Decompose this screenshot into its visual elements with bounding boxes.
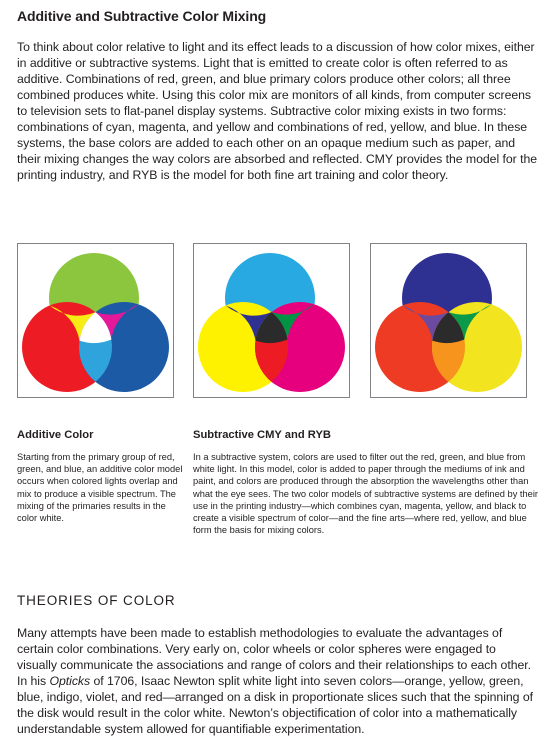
ryb-color-diagram: [370, 243, 527, 398]
theories-text-end: of 1706, Isaac Newton split white light into seven colors—orange, yellow, green, blue, indigo, violet, and red—arranged on a disk in proportionate slices such that the spinning of the disk would result in the color white. Newton’s objectification of color into a mathematically understandable system allowed for quantifiable experimentation.: [17, 674, 533, 736]
section-heading: Additive and Subtractive Color Mixing: [17, 8, 267, 24]
additive-caption-body: Starting from the primary group of red, green, and blue, an additive color model occurs when colored lights overlap and mix to produce a visible spectrum. The mixing of the primaries results in the color white.: [17, 452, 183, 524]
theories-paragraph: [17, 625, 539, 737]
book-title: Opticks: [49, 674, 91, 688]
subtractive-caption-body: In a subtractive system, colors are used to filter out the red, green, and blue from white light. In this model, color is added to paper through the mediums of ink and paint, and colors are produced through the absorption the wavelengths other than what the eye sees. The two color models of subtractive systems are defined by their use in the printing industry—which combines cyan, magenta, yellow, and black to create a visible spectrum of color—and the fine arts—where red, yellow, and blue form the basis for mixing colors.: [193, 452, 539, 536]
additive-color-diagram: [17, 243, 174, 398]
subtractive-caption-title: Subtractive CMY and RYB: [193, 429, 332, 441]
intro-paragraph: To think about color relative to light and its effect leads to a discussion of how color mixes, either in additive or subtractive systems. Light that is emitted to create color is often referred to as additive. Combinations of red, green, and blue primary colors produce other colors; all three combined produces white. Using this color mix are monitors of all kinds, from computer screens to television sets to flat-panel display systems. Subtractive color mixing exists in two forms: combinations of cyan, magenta, and yellow and combinations of red, yellow, and blue. In these systems, the base colors are added to each other on an opaque medium such as paper, and their mixing changes the way colors are absorbed and reflected. CMY provides the model for the printing industry, and RYB is the model for both fine art training and color theory.: [17, 40, 538, 182]
cmy-color-diagram: [193, 243, 350, 398]
additive-caption-title: Additive Color: [17, 429, 94, 441]
theories-text-start: Many attempts have been made to establish methodologies to evaluate the advantages of certain color combinations. Very early on, color wheels or color spheres were engaged to visually communicate the associations and range of colors and their relationships to each other. In his: [17, 626, 532, 688]
theories-heading: THEORIES OF COLOR: [17, 593, 176, 608]
